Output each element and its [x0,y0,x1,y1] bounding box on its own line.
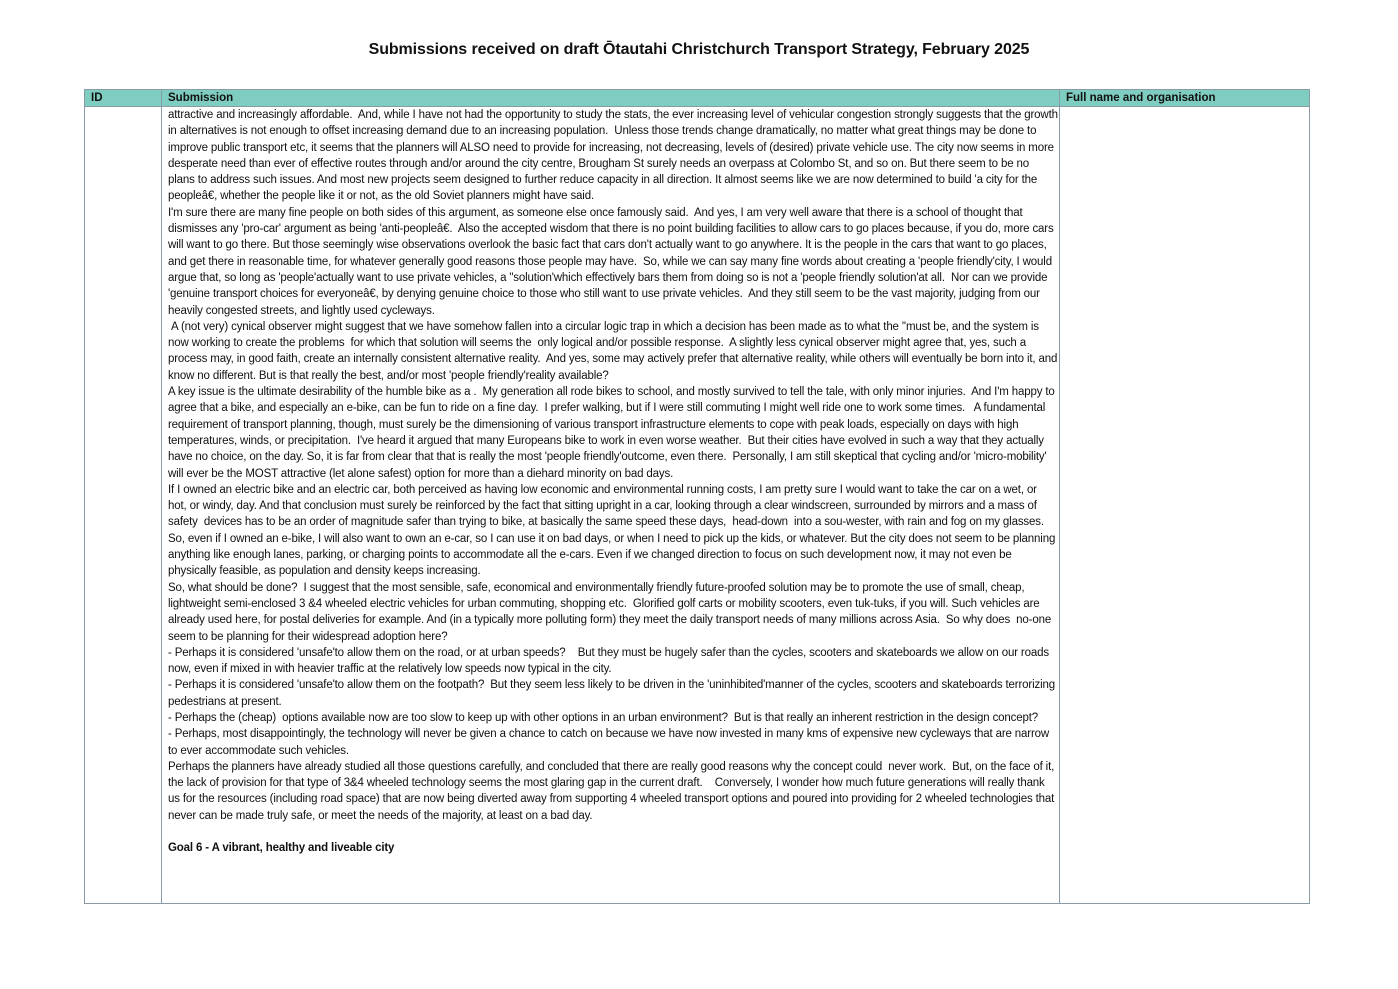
header-id: ID [91,92,103,104]
submission-paragraph: - Perhaps the (cheap) options available now are too slow to keep up with other options in an urban environment? But is that really an inherent restriction in the design concept? [168,711,1039,724]
submission-paragraph: Perhaps the planners have already studied all those questions carefully, and concluded that there are really good reasons why the concept could never work. But, on the face of it, the lack of provision for that type of 3&4 wheeled technology seems the most glaring gap in the current draft. Conversely, I wonder how much future generations will really thank us for the resources (including road space) that are now being diverted away from supporting 4 wheeled transport options and poured into providing for 2 wheeled technologies that never can be made truly safe, or meet the needs of the majority, at least on a bad day. [168,760,1058,822]
submission-paragraph: - Perhaps, most disappointingly, the technology will never be given a chance to catch on because we have now invested in many kms of expensive new cycleways that are narrow to ever accommodate such vehicles. [168,728,1053,757]
submission-paragraph: A (not very) cynical observer might suggest that we have somehow fallen into a circular logic trap in which a decision has been made as to what the ''must be, and the system is now working to create the problems for which that solution will seems the only logical and/or possible response. A slightly less cynical observer might agree that, yes, such a process may, in good faith, create an internally consistent alternative reality. And yes, some may actively prefer that alternative reality, while others will eventually be born into it, and know no different. But is that really the best, and/or most 'people friendly'reality available? [168,320,1058,382]
header-submission: Submission [168,92,234,104]
page-title: Submissions received on draft Ōtautahi Christchurch Transport Strategy, February 2025 [368,41,1030,58]
submission-paragraph: - Perhaps it is considered 'unsafe'to allow them on the road, or at urban speeds? But they must be hugely safer than the cycles, scooters and skateboards we allow on our roads now, even if mixed in with heavier traffic at the relatively low speeds now typical in the city. [168,646,1053,676]
header-full-name-organisation: Full name and organisation [1066,92,1216,104]
column-divider [161,90,162,903]
submission-paragraph: I'm sure there are many fine people on both sides of this argument, as someone else once famously said. And yes, I am very well aware that there is a school of thought that dismisses any 'pro-car' argument as being 'anti-peopleâ€. Also the accepted wisdom that there is no point building facilities to allow cars to go places because, if you do, more cars will want to go there. But those seemingly wise observations overlook the basic fact that cars don't actually want to go anywhere. It is the people in the cars that want to go places, and get there in reasonable time, for whatever generally good reasons those people may have. So, while we can say many fine words about creating a 'people friendly'city, I would argue that, so long as 'people'actually want to use private vehicles, a "solution'which effectively bars them from doing so is not a 'people friendly solution'at all. Nor can we provide 'genuine transport choices for everyoneâ€, by denying genuine choice to those who still want to use private vehicles. And they still seem to be the vast majority, judging from our heavily congested streets, and lightly used cycleways. [168,206,1057,317]
blank-line [168,824,1058,840]
submission-cell [168,107,1058,857]
submission-paragraph: attractive and increasingly affordable. And, while I have not had the opportunity to study the stats, the ever increasing level of vehicular congestion strongly suggests that the growth in alternatives is not enough to offset increasing demand due to an increasing population. Unless those trends change dramatically, no matter what great things may be done to improve public transport etc, it seems that the planners will ALSO need to provide for increasing, not decreasing, levels of (desired) private vehicle use. The city now seems in more desperate need than ever of effective routes through and/or around the city centre, Brougham St surely needs an overpass at Colombo St, and so on. But there seem to be no plans to address such issues. And most new projects seem designed to further reduce capacity in all direction. It almost seems like we are now determined to build 'a city for the peopleâ€, whether the people like it or not, as the old Soviet planners might have said. [168,109,1058,203]
table-header-row [85,90,1309,107]
submission-paragraph: If I owned an electric bike and an electric car, both perceived as having low economic and environmental running costs, I am pretty sure I would want to take the car on a wet, or hot, or windy, day. And that conclusion must surely be reinforced by the fact that sitting upright in a car, looking through a clear windscreen, surrounded by mirrors and a mass of safety devices has to be an order of magnitude safer than trying to bike, at basically the same speed these days, head-down into a sou-wester, with rain and fog on my glasses. So, even if I owned an e-bike, I will also want to own an e-car, so I can use it on bad days, or when I need to pick up the kids, or whatever. But the city does not seem to be planning anything like enough lanes, parking, or charging points to accommodate all the e-cars. Even if we changed direction to focus on such development now, it may not even be physically feasible, as population and density keeps increasing. [168,483,1059,578]
submission-paragraph: - Perhaps it is considered 'unsafe'to allow them on the footpath? But they seem less likely to be driven in the 'uninhibited'manner of the cycles, scooters and skateboards terrorizing pedestrians at present. [168,679,1059,708]
goal-heading: Goal 6 - A vibrant, healthy and liveable city [168,842,395,855]
column-divider [1059,90,1060,903]
submissions-table [84,89,1310,904]
submission-paragraph: A key issue is the ultimate desirability of the humble bike as a . My generation all rode bikes to school, and mostly survived to tell the tale, with only minor injuries. And I'm happy to agree that a bike, and especially an e-bike, can be fun to ride on a fine day. I prefer walking, but if I were still commuting I might well ride one to work some times. A fundamental requirement of transport planning, though, must surely be the dimensioning of various transport infrastructure elements to cope with peak loads, especially on days with high temperatures, winds, or precipitation. I've heard it argued that many Europeans bike to work in even worse weather. But their cities have evolved in such a way that they actually have no choice, on the day. So, it is far from clear that that is really the most 'people friendly'outcome, even there. Personally, I am still skeptical that cycling and/or 'micro-mobility' will ever be the MOST attractive (let alone safest) option for more than a diehard minority on bad days. [168,386,1058,480]
submission-paragraph: So, what should be done? I suggest that the most sensible, safe, economical and environmentally friendly future-proofed solution may be to promote the use of small, cheap, lightweight semi-enclosed 3 &4 wheeled electric vehicles for urban commuting, shopping etc. Glorified golf carts or mobility scooters, even tuk-tuks, if you will. Such vehicles are already used here, for postal deliveries for example. And (in a typically more polluting form) they meet the daily transport needs of many millions across Asia. So why does no-one seem to be planning for their widespread adoption here? [168,581,1055,643]
